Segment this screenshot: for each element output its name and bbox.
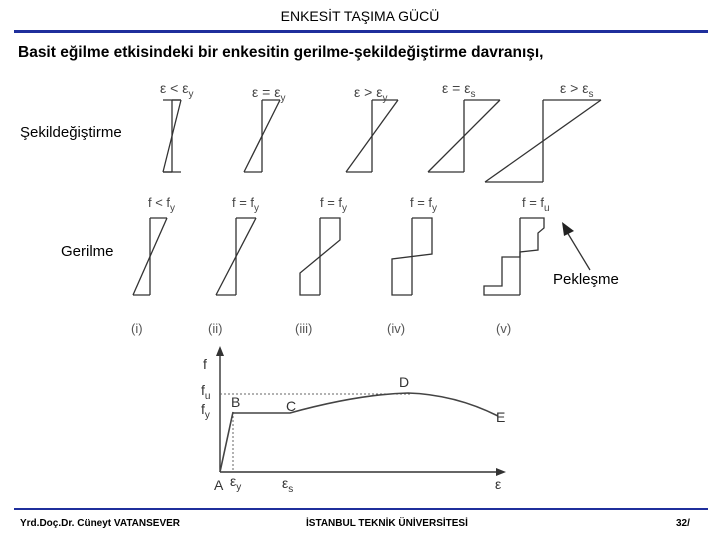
- case-label-4: (iv): [387, 321, 406, 336]
- footer-author: Yrd.Doç.Dr. Cüneyt VATANSEVER: [20, 518, 181, 529]
- hardening-label: Pekleşme: [553, 271, 619, 288]
- strain-condition-1: $\varepsilon < \varepsilon_y$: [160, 80, 194, 100]
- slide-header-title: ENKESİT TAŞIMA GÜCÜ: [280, 8, 440, 24]
- case-label-2: (ii): [208, 321, 223, 336]
- y-axis-arrow-icon: [216, 346, 224, 356]
- strain-condition-5: $\varepsilon > \varepsilon_s$: [560, 80, 594, 100]
- case-label-3: (iii): [295, 321, 313, 336]
- strain-row-label: Şekildeğiştirme: [20, 124, 122, 141]
- slide-subtitle: Basit eğilme etkisindeki bir enkesitin gerilme-şekildeğiştirme davranışı,: [18, 44, 544, 61]
- x-axis-arrow-icon: [496, 468, 506, 476]
- hardening-pointer-line: [567, 232, 590, 270]
- case-label-1: (i): [131, 321, 143, 336]
- stress-diagram-5: [484, 218, 544, 295]
- strain-diagram-5: [485, 100, 601, 182]
- strain-diagram-3: [346, 100, 398, 172]
- strain-diagram-2: [244, 100, 280, 172]
- point-c-label: C: [286, 398, 297, 414]
- stress-condition-1: $f < f_y$: [148, 195, 176, 214]
- curve-path: [220, 393, 498, 472]
- x-axis-label: ε: [495, 476, 502, 492]
- footer-rule: [14, 508, 708, 510]
- case-label-5: (v): [496, 321, 512, 336]
- strain-diagram-1: [163, 100, 181, 172]
- strain-condition-2: $\varepsilon = \varepsilon_y$: [252, 84, 286, 104]
- stress-diagram-3: [300, 218, 340, 295]
- y-axis-label: f: [203, 356, 207, 372]
- hardening-arrow-icon: [562, 222, 574, 236]
- strain-diagram-4: [428, 100, 500, 172]
- point-d-label: D: [399, 374, 410, 390]
- eps-s-label: $\varepsilon_s$: [282, 475, 294, 495]
- point-e-label: E: [496, 409, 506, 425]
- strain-condition-4: $\varepsilon = \varepsilon_s$: [442, 80, 476, 100]
- stress-diagram-4: [392, 218, 432, 295]
- stress-strain-curve: [201, 346, 506, 495]
- origin-label: A: [214, 477, 224, 493]
- fy-label: $f_y$: [201, 401, 210, 421]
- footer-page-number: 32/: [676, 518, 690, 529]
- stress-condition-3: $f = f_y$: [320, 195, 348, 214]
- stress-diagram-2: [216, 218, 256, 295]
- eps-y-label: $\varepsilon_y$: [230, 473, 242, 493]
- stress-condition-4: $f = f_y$: [410, 195, 438, 214]
- stress-diagram-1: [133, 218, 167, 295]
- stress-condition-2: $f = f_y$: [232, 195, 260, 214]
- footer-institution: İSTANBUL TEKNİK ÜNİVERSİTESİ: [306, 518, 468, 529]
- point-b-label: B: [231, 394, 241, 410]
- strain-condition-3: $\varepsilon > \varepsilon_y$: [354, 84, 388, 104]
- fu-label: $f_u$: [201, 382, 211, 402]
- stress-row-label: Gerilme: [61, 243, 114, 260]
- stress-condition-5: $f = f_u$: [522, 195, 550, 214]
